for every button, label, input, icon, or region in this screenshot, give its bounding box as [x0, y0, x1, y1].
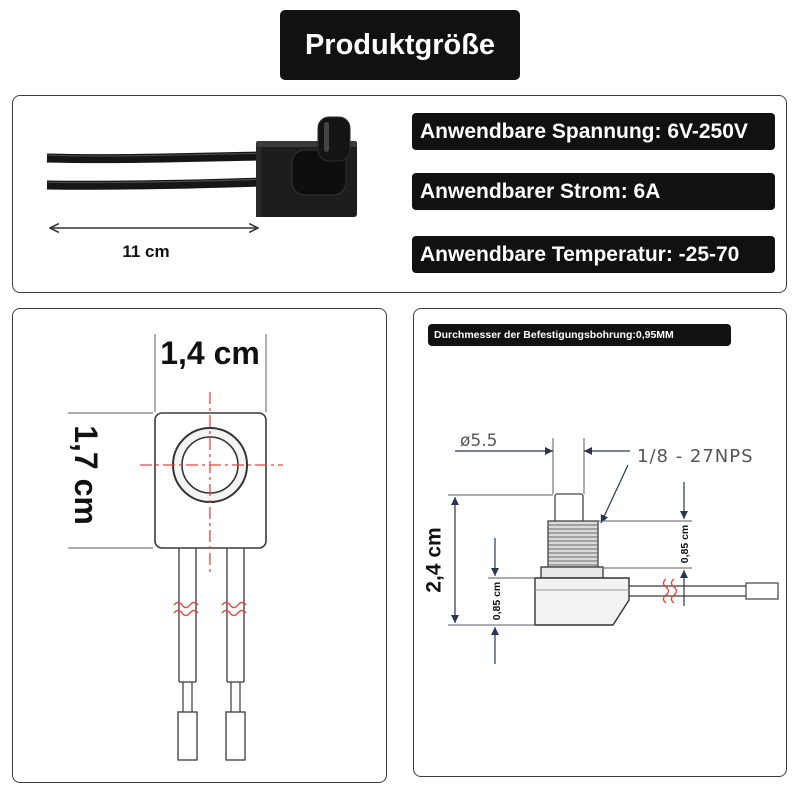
- title-banner: [280, 10, 520, 80]
- length-label: 11 cm: [122, 242, 170, 261]
- spec-current-text: Anwendbarer Strom: 6A: [420, 179, 661, 203]
- side-view-panel: [413, 308, 787, 777]
- front-height-label: 1,7 cm: [68, 425, 104, 525]
- side-height-label: 2,4 cm: [422, 527, 446, 593]
- thread-height-label: 0,85 cm: [679, 524, 691, 564]
- thread-spec-label: 1/8 - 27NPS: [637, 446, 754, 467]
- front-width-label: 1,4 cm: [160, 335, 260, 371]
- base-height-label: 0,85 cm: [491, 581, 503, 621]
- hole-diameter-text: Durchmesser der Befestigungsbohrung:0,95MM: [434, 329, 674, 341]
- spec-voltage-text: Anwendbare Spannung: 6V-250V: [420, 119, 748, 143]
- spec-temperature-badge: [412, 236, 775, 273]
- diameter-label: ø5.5: [460, 431, 498, 451]
- spec-voltage-badge: [412, 113, 775, 150]
- page-title: Produktgröße: [304, 28, 496, 61]
- hole-diameter-badge: [428, 324, 731, 346]
- spec-current-badge: [412, 173, 775, 210]
- front-view-panel: [12, 308, 387, 783]
- spec-temperature-text: Anwendbare Temperatur: -25-70: [420, 242, 740, 266]
